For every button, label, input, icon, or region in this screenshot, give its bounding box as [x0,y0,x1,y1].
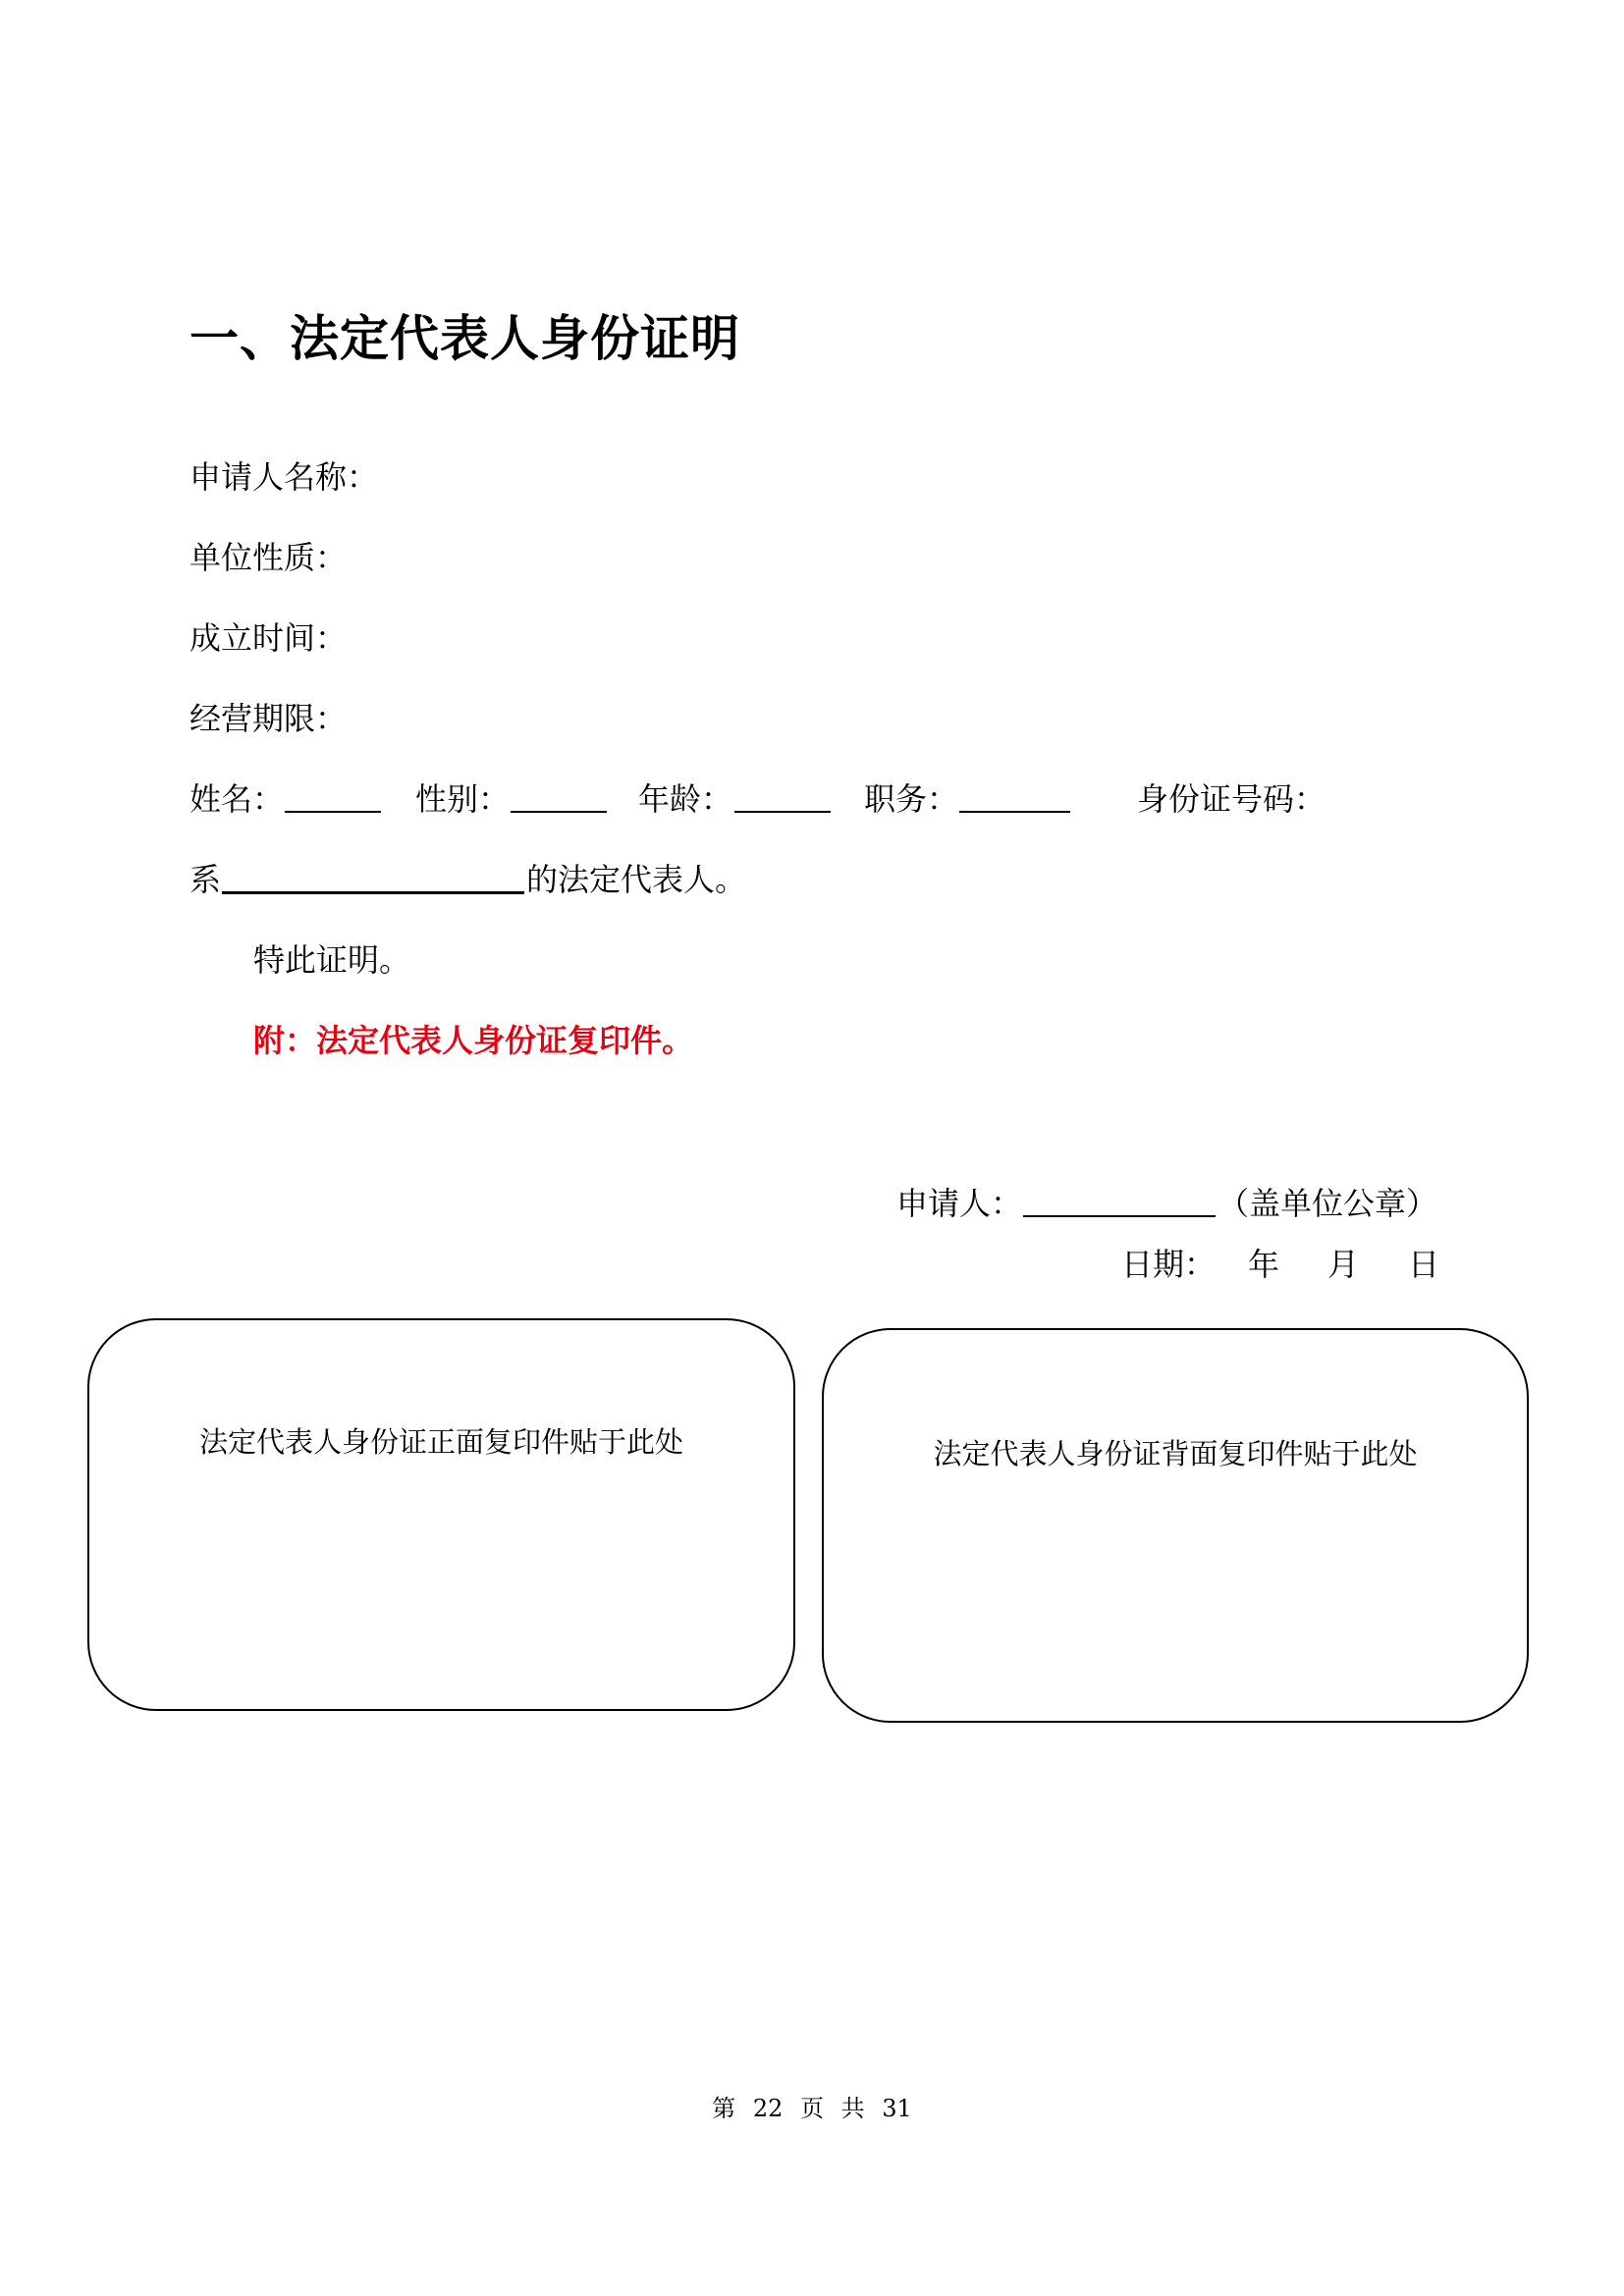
footer-page-mid: 页 共 [800,2095,865,2122]
gender-label: 性别： [415,780,511,818]
name-label: 姓名： [189,780,285,818]
company-blank[interactable] [222,862,524,894]
page-title: 一、法定代表人身份证明 [189,310,740,367]
id-front-label: 法定代表人身份证正面复印件贴于此处 [198,1425,683,1459]
position-label: 职务： [864,780,959,818]
date-day: 日 [1408,1246,1440,1283]
footer-page-prefix: 第 [712,2095,736,2122]
id-number-label: 身份证号码： [1137,780,1326,818]
id-back-label: 法定代表人身份证背面复印件贴于此处 [933,1437,1418,1470]
certify-text: 特此证明。 [253,941,411,979]
date-month: 月 [1327,1246,1360,1283]
name-blank[interactable] [285,781,381,813]
age-blank[interactable] [734,781,831,813]
business-term-label: 经营期限： [189,700,348,737]
seal-note: （盖单位公章） [1218,1185,1438,1222]
footer-total-pages: 31 [882,2095,912,2122]
page-footer [0,2089,1624,2123]
applicant-name-label: 申请人名称： [189,458,379,496]
date-label: 日期： [1121,1246,1217,1283]
applicant-signature-blank[interactable] [1023,1186,1216,1217]
date-year: 年 [1248,1246,1280,1283]
rep-suffix: 的法定代表人。 [526,861,747,898]
attachment-note: 附：法定代表人身份证复印件。 [253,1022,694,1059]
applicant-signature-label: 申请人： [896,1185,1023,1222]
gender-blank[interactable] [511,781,607,813]
position-blank[interactable] [959,781,1070,813]
id-front-paste-box [87,1318,795,1711]
unit-nature-label: 单位性质： [189,539,348,576]
established-label: 成立时间： [189,619,348,657]
rep-prefix: 系 [189,861,222,898]
age-label: 年龄： [638,780,733,818]
id-back-paste-box [822,1328,1529,1723]
footer-page-number: 22 [752,2095,784,2122]
